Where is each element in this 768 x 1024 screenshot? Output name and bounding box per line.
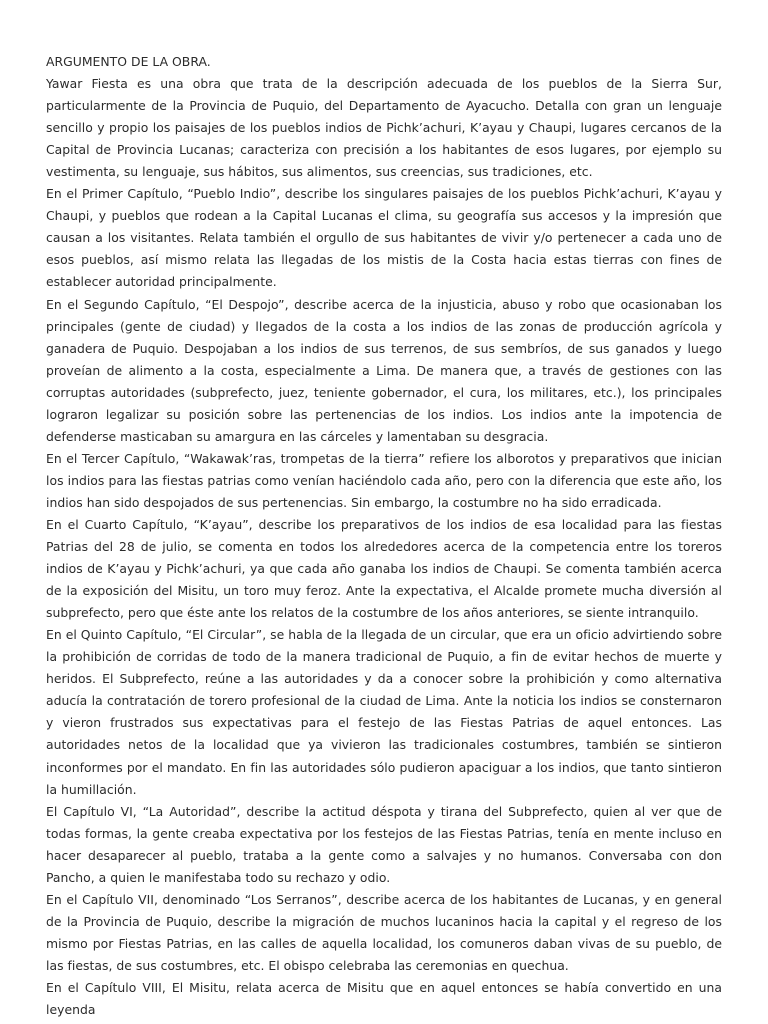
paragraph-chapter-6: El Capítulo VI, “La Autoridad”, describe la actitud déspota y tirana del Subprefecto, quien al ver que de todas formas, la gente creaba expectativa por los festejos de las Fiestas Patrias, tenía en mente incluso en hacer desaparecer al pueblo, trataba a la gente como a salvajes y no humanos. Conversaba con don Pancho, a quien le manifestaba todo su rechazo y odio. xyxy=(46,803,722,885)
paragraph-chapter-5: En el Quinto Capítulo, “El Circular”, se habla de la llegada de un circular, que era un oficio advirtiendo sobre la prohibición de corridas de todo de la manera tradicional de Puquio, a fin de evitar hechos de muerte y heridos. El Subprefecto, reúne a las autoridades y da a conocer sobre la prohibición y como alternativa aducía la contratación de torero profesional de la ciudad de Lima. Ante la noticia los indios se consternaron y vieron frustrados sus expectativas para el festejo de las Fiestas Patrias de aquel entonces. Las autoridades netos de la localidad que ya vivieron las tradicionales costumbres, también se sintieron inconformes por el mandato. En fin las autoridades sólo pudieron apaciguar a los indios, que tanto sintieron la humillación. xyxy=(46,627,722,797)
paragraph-introduction: Yawar Fiesta es una obra que trata de la descripción adecuada de los pueblos de la Sierra Sur, particularmente de la Provincia de Puquio, del Departamento de Ayacucho. Detalla con gran un lenguaje sencillo y propio los paisajes de los pueblos indios de Pichk’achuri, K’ayau y Chaupi, lugares cercanos de la Capital de Provincia Lucanas; caracteriza con precisión a los habitantes de esos lugares, por ejemplo su vestimenta, su lenguaje, sus hábitos, sus alimentos, sus creencias, sus tradiciones, etc. xyxy=(46,76,722,180)
document-body xyxy=(46,51,722,1021)
paragraph-chapter-8: En el Capítulo VIII, El Misitu, relata acerca de Misitu que en aquel entonces se había convertido en una leyenda xyxy=(46,979,722,1018)
paragraph-chapter-3: En el Tercer Capítulo, “Wakawak’ras, trompetas de la tierra” refiere los alborotos y preparativos que inician los indios para las fiestas patrias como venían haciéndolo cada año, pero con la diferencia que este año, los indios han sido despojados de sus pertenencias. Sin embargo, la costumbre no ha sido erradicada. xyxy=(46,450,722,510)
paragraph-chapter-4: En el Cuarto Capítulo, “K’ayau”, describe los preparativos de los indios de esa localidad para las fiestas Patrias del 28 de julio, se comenta en todos los alrededores acerca de la competencia entre los toreros indios de K’ayau y Pichk’achuri, ya que cada año ganaba los indios de Chaupi. Se comenta también acerca de la exposición del Misitu, un toro muy feroz. Ante la expectativa, el Alcalde promete mucha diversión al subprefecto, pero que éste ante los relatos de la costumbre de los años anteriores, se siente intranquilo. xyxy=(46,516,722,621)
paragraph-chapter-2: En el Segundo Capítulo, “El Despojo”, describe acerca de la injusticia, abuso y robo que ocasionaban los principales (gente de ciudad) y llegados de la costa a los indios de las zonas de producción agrícola y ganadera de Puquio. Despojaban a los indios de sus terrenos, de sus sembríos, de sus ganados y luego proveían de alimento a la costa, especialmente a Lima. De manera que, a través de gestiones con las corruptas autoridades (subprefecto, juez, teniente gobernador, el cura, los militares, etc.), los principales lograron legalizar su posición sobre las pertenencias de los indios. Los indios ante la impotencia de defenderse masticaban su amargura en las cárceles y lamentaban su desgracia. xyxy=(46,296,722,444)
document-heading: ARGUMENTO DE LA OBRA. xyxy=(46,54,211,69)
paragraph-chapter-7: En el Capítulo VII, denominado “Los Serranos”, describe acerca de los habitantes de Lucanas, y en general de la Provincia de Puquio, describe la migración de muchos lucaninos hacia la capital y el regreso de los mismo por Fiestas Patrias, en las calles de aquella localidad, los comuneros daban vivas de su pueblo, de las fiestas, de sus costumbres, etc. El obispo celebraba las ceremonias en quechua. xyxy=(46,891,722,973)
paragraph-chapter-1: En el Primer Capítulo, “Pueblo Indio”, describe los singulares paisajes de los pueblos Pichk’achuri, K’ayau y Chaupi, y pueblos que rodean a la Capital Lucanas el clima, su geografía sus accesos y la impresión que causan a los visitantes. Relata también el orgullo de sus habitantes de vivir y/o pertenecer a cada uno de esos pueblos, así mismo relata las llegadas de los mistis de la Costa hacia estas tierras con fines de establecer autoridad principalmente. xyxy=(46,186,722,290)
